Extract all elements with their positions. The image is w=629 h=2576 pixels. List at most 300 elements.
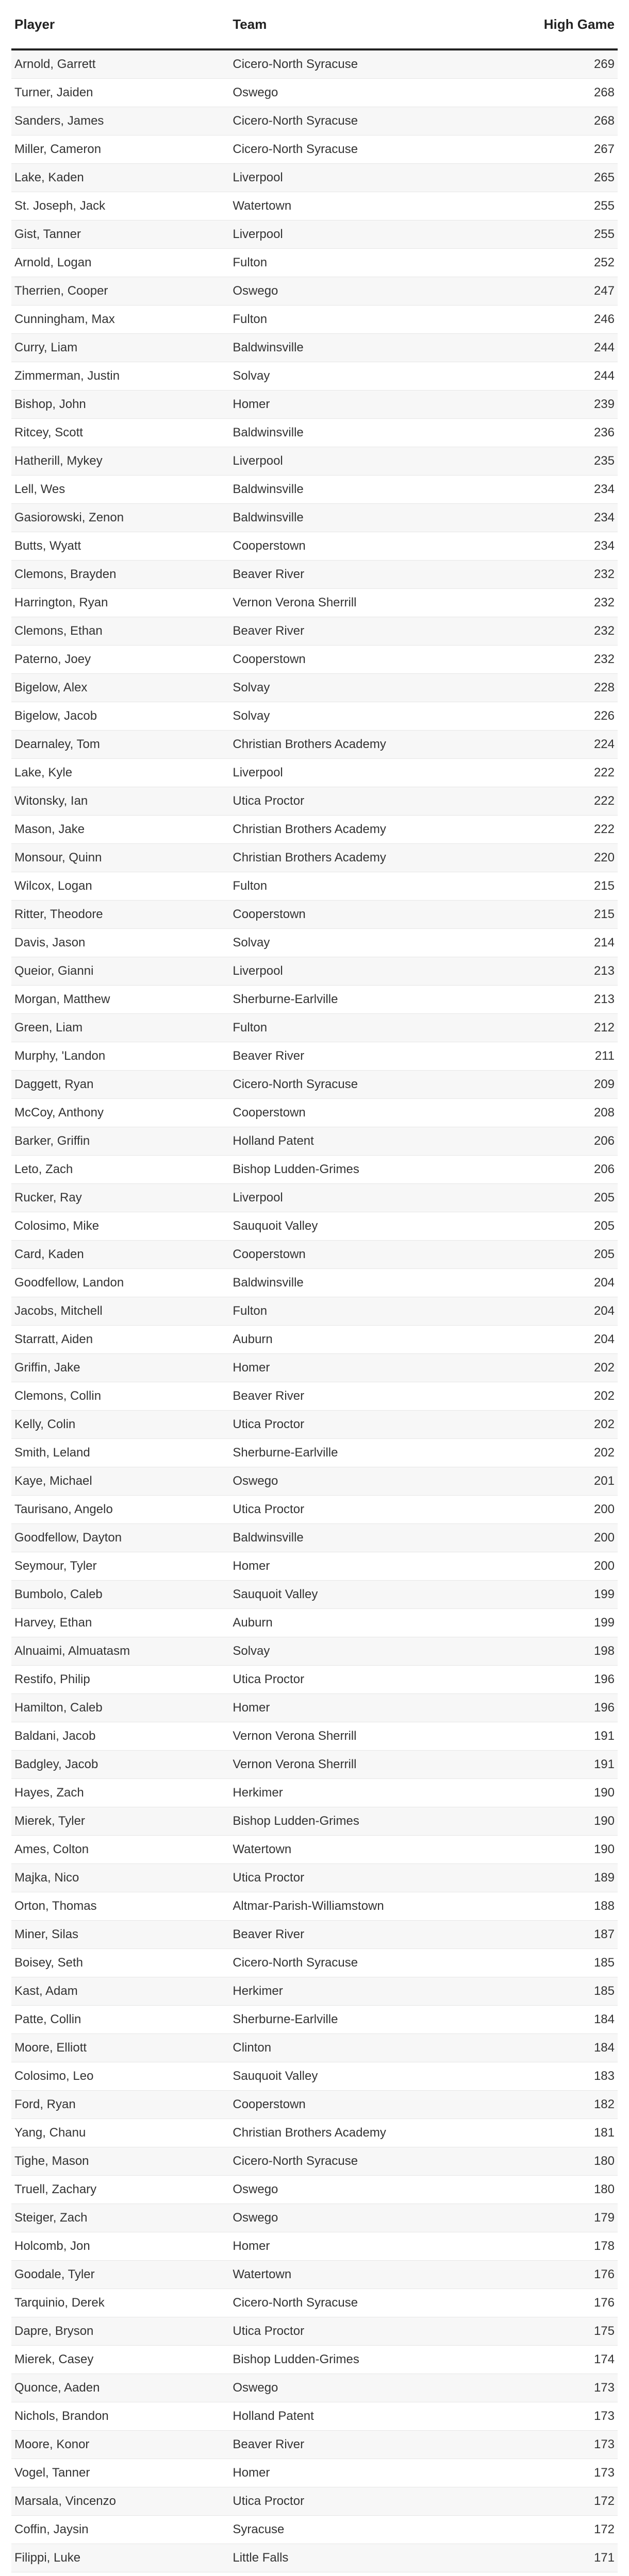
cell-team: Solvay bbox=[229, 674, 496, 702]
cell-player: Daggett, Ryan bbox=[11, 1071, 229, 1099]
cell-team: Auburn bbox=[229, 1609, 496, 1637]
cell-high-game: 220 bbox=[496, 844, 618, 872]
cell-player: Mierek, Casey bbox=[11, 2346, 229, 2374]
cell-player: Marsala, Vincenzo bbox=[11, 2487, 229, 2516]
cell-player: Goodfellow, Landon bbox=[11, 1269, 229, 1297]
cell-team: Oswego bbox=[229, 2176, 496, 2204]
cell-player: Kelly, Colin bbox=[11, 1411, 229, 1439]
cell-team: Utica Proctor bbox=[229, 2317, 496, 2346]
cell-team: Liverpool bbox=[229, 164, 496, 192]
cell-player: Rucker, Ray bbox=[11, 1184, 229, 1212]
cell-player: Vogel, Tanner bbox=[11, 2459, 229, 2487]
cell-high-game: 224 bbox=[496, 731, 618, 759]
cell-high-game: 232 bbox=[496, 617, 618, 646]
cell-team: Fulton bbox=[229, 1297, 496, 1326]
table-row bbox=[11, 107, 618, 135]
cell-high-game: 173 bbox=[496, 2374, 618, 2402]
cell-high-game: 202 bbox=[496, 1354, 618, 1382]
cell-high-game: 190 bbox=[496, 1779, 618, 1807]
cell-team: Cooperstown bbox=[229, 2091, 496, 2119]
table-row bbox=[11, 1977, 618, 2006]
cell-player: Goodfellow, Dayton bbox=[11, 1524, 229, 1552]
cell-team: Cicero-North Syracuse bbox=[229, 135, 496, 164]
cell-team: Liverpool bbox=[229, 1184, 496, 1212]
table-row bbox=[11, 2091, 618, 2119]
table-row bbox=[11, 2374, 618, 2402]
table-row bbox=[11, 277, 618, 306]
cell-high-game: 191 bbox=[496, 1751, 618, 1779]
cell-high-game: 208 bbox=[496, 1099, 618, 1127]
cell-high-game: 179 bbox=[496, 2204, 618, 2232]
cell-high-game: 172 bbox=[496, 2516, 618, 2544]
cell-player: Davis, Jason bbox=[11, 929, 229, 957]
table-row bbox=[11, 1694, 618, 1722]
cell-high-game: 215 bbox=[496, 901, 618, 929]
cell-team: Beaver River bbox=[229, 1382, 496, 1411]
table-row bbox=[11, 1212, 618, 1241]
cell-high-game: 202 bbox=[496, 1439, 618, 1467]
table-row bbox=[11, 2204, 618, 2232]
cell-high-game: 255 bbox=[496, 221, 618, 249]
cell-high-game: 183 bbox=[496, 2062, 618, 2091]
table-row bbox=[11, 1751, 618, 1779]
cell-high-game: 172 bbox=[496, 2487, 618, 2516]
cell-high-game: 200 bbox=[496, 1496, 618, 1524]
table-row bbox=[11, 334, 618, 362]
cell-team: Sauquoit Valley bbox=[229, 1212, 496, 1241]
table-row bbox=[11, 1637, 618, 1666]
cell-player: Monsour, Quinn bbox=[11, 844, 229, 872]
cell-high-game: 184 bbox=[496, 2034, 618, 2062]
table-row bbox=[11, 589, 618, 617]
cell-player: Ritcey, Scott bbox=[11, 419, 229, 447]
cell-team: Solvay bbox=[229, 702, 496, 731]
cell-high-game: 199 bbox=[496, 1581, 618, 1609]
cell-team: Christian Brothers Academy bbox=[229, 816, 496, 844]
cell-team: Cicero-North Syracuse bbox=[229, 2289, 496, 2317]
cell-player: Bumbolo, Caleb bbox=[11, 1581, 229, 1609]
header-player[interactable]: Player bbox=[11, 0, 229, 49]
table-row bbox=[11, 532, 618, 561]
table-row bbox=[11, 1892, 618, 1921]
table-row bbox=[11, 1524, 618, 1552]
cell-high-game: 189 bbox=[496, 1864, 618, 1892]
cell-team: Baldwinsville bbox=[229, 504, 496, 532]
cell-player: Miller, Cameron bbox=[11, 135, 229, 164]
cell-team: Solvay bbox=[229, 929, 496, 957]
cell-high-game: 232 bbox=[496, 646, 618, 674]
cell-team: Altmar-Parish-Williamstown bbox=[229, 1892, 496, 1921]
table-row bbox=[11, 2289, 618, 2317]
cell-team: Little Falls bbox=[229, 2544, 496, 2572]
cell-team: Solvay bbox=[229, 1637, 496, 1666]
cell-high-game: 176 bbox=[496, 2289, 618, 2317]
table-row bbox=[11, 1609, 618, 1637]
cell-player: Orton, Thomas bbox=[11, 1892, 229, 1921]
cell-player: Wilcox, Logan bbox=[11, 872, 229, 901]
cell-team: Oswego bbox=[229, 2374, 496, 2402]
table-row bbox=[11, 617, 618, 646]
cell-team: Beaver River bbox=[229, 561, 496, 589]
cell-high-game: 234 bbox=[496, 504, 618, 532]
cell-team: Christian Brothers Academy bbox=[229, 731, 496, 759]
table-row bbox=[11, 2516, 618, 2544]
table-row bbox=[11, 1127, 618, 1156]
cell-player bbox=[11, 2572, 229, 2576]
cell-player: Turner, Jaiden bbox=[11, 79, 229, 107]
cell-team: Cicero-North Syracuse bbox=[229, 107, 496, 135]
cell-high-game: 171 bbox=[496, 2544, 618, 2572]
table-row bbox=[11, 2261, 618, 2289]
cell-player: Lake, Kyle bbox=[11, 759, 229, 787]
cell-high-game: 173 bbox=[496, 2431, 618, 2459]
cell-player: Kast, Adam bbox=[11, 1977, 229, 2006]
cell-team: Fulton bbox=[229, 872, 496, 901]
cell-team: Cooperstown bbox=[229, 1241, 496, 1269]
table-row bbox=[11, 79, 618, 107]
cell-high-game: 246 bbox=[496, 306, 618, 334]
cell-player: Badgley, Jacob bbox=[11, 1751, 229, 1779]
cell-team: Utica Proctor bbox=[229, 787, 496, 816]
cell-player: Sanders, James bbox=[11, 107, 229, 135]
cell-player: Leto, Zach bbox=[11, 1156, 229, 1184]
cell-team: Herkimer bbox=[229, 1977, 496, 2006]
cell-high-game: 268 bbox=[496, 79, 618, 107]
table-row bbox=[11, 1552, 618, 1581]
cell-high-game: 255 bbox=[496, 192, 618, 221]
cell-player: Dapre, Bryson bbox=[11, 2317, 229, 2346]
cell-high-game: 205 bbox=[496, 1241, 618, 1269]
cell-high-game: 228 bbox=[496, 674, 618, 702]
cell-player: Queior, Gianni bbox=[11, 957, 229, 986]
cell-team: Sherburne-Earlville bbox=[229, 2006, 496, 2034]
cell-team: Homer bbox=[229, 1552, 496, 1581]
cell-team: Watertown bbox=[229, 2261, 496, 2289]
table-row bbox=[11, 1864, 618, 1892]
table-row bbox=[11, 2346, 618, 2374]
table-row bbox=[11, 702, 618, 731]
cell-team: Beaver River bbox=[229, 1042, 496, 1071]
cell-team: Holland Patent bbox=[229, 1127, 496, 1156]
table-row bbox=[11, 362, 618, 391]
cell-player: Coffin, Jaysin bbox=[11, 2516, 229, 2544]
table-row bbox=[11, 674, 618, 702]
cell-team: Baldwinsville bbox=[229, 476, 496, 504]
cell-team: Herkimer bbox=[229, 1779, 496, 1807]
cell-team: Baldwinsville bbox=[229, 419, 496, 447]
cell-high-game: 206 bbox=[496, 1127, 618, 1156]
cell-team: Vernon Verona Sherrill bbox=[229, 1722, 496, 1751]
cell-high-game: 181 bbox=[496, 2119, 618, 2147]
table-row bbox=[11, 816, 618, 844]
cell-player: Smith, Leland bbox=[11, 1439, 229, 1467]
cell-high-game: 222 bbox=[496, 787, 618, 816]
table-row bbox=[11, 2232, 618, 2261]
cell-high-game: 252 bbox=[496, 249, 618, 277]
cell-team: Utica Proctor bbox=[229, 1496, 496, 1524]
cell-team: Oswego bbox=[229, 79, 496, 107]
cell-high-game: 185 bbox=[496, 1977, 618, 2006]
cell-high-game: 173 bbox=[496, 2402, 618, 2431]
cell-team: Beaver River bbox=[229, 617, 496, 646]
cell-high-game: 269 bbox=[496, 49, 618, 79]
table-row bbox=[11, 1496, 618, 1524]
cell-team: Homer bbox=[229, 1694, 496, 1722]
cell-high-game: 176 bbox=[496, 2261, 618, 2289]
cell-high-game: 187 bbox=[496, 1921, 618, 1949]
cell-high-game: 267 bbox=[496, 135, 618, 164]
cell-high-game: 199 bbox=[496, 1609, 618, 1637]
cell-player: Steiger, Zach bbox=[11, 2204, 229, 2232]
table-row bbox=[11, 1382, 618, 1411]
table-row bbox=[11, 2034, 618, 2062]
table-row bbox=[11, 306, 618, 334]
cell-high-game: 214 bbox=[496, 929, 618, 957]
cell-team: Cooperstown bbox=[229, 532, 496, 561]
cell-high-game: 226 bbox=[496, 702, 618, 731]
table-row bbox=[11, 2431, 618, 2459]
cell-team: Solvay bbox=[229, 362, 496, 391]
table-row bbox=[11, 1071, 618, 1099]
cell-team: Bishop Ludden-Grimes bbox=[229, 2346, 496, 2374]
table-row bbox=[11, 957, 618, 986]
cell-player: Goodale, Tyler bbox=[11, 2261, 229, 2289]
table-row bbox=[11, 249, 618, 277]
cell-high-game: 185 bbox=[496, 1949, 618, 1977]
table-row bbox=[11, 2459, 618, 2487]
table-row bbox=[11, 135, 618, 164]
cell-high-game: 182 bbox=[496, 2091, 618, 2119]
cell-team: Sherburne-Earlville bbox=[229, 986, 496, 1014]
table-row bbox=[11, 1411, 618, 1439]
table-row bbox=[11, 1042, 618, 1071]
cell-team: Cicero-North Syracuse bbox=[229, 1071, 496, 1099]
cell-player: Ames, Colton bbox=[11, 1836, 229, 1864]
cell-player: Alnuaimi, Almuatasm bbox=[11, 1637, 229, 1666]
cell-high-game: 212 bbox=[496, 1014, 618, 1042]
cell-high-game: 215 bbox=[496, 872, 618, 901]
table-row bbox=[11, 2147, 618, 2176]
cell-player: Ritter, Theodore bbox=[11, 901, 229, 929]
cell-player: Hayes, Zach bbox=[11, 1779, 229, 1807]
cell-team: Cooperstown bbox=[229, 1099, 496, 1127]
cell-player: Curry, Liam bbox=[11, 334, 229, 362]
table-row bbox=[11, 2062, 618, 2091]
header-team[interactable]: Team bbox=[229, 0, 496, 49]
table-row bbox=[11, 1326, 618, 1354]
table-row bbox=[11, 2176, 618, 2204]
cell-high-game: 191 bbox=[496, 1722, 618, 1751]
table-row bbox=[11, 1269, 618, 1297]
cell-high-game: 232 bbox=[496, 589, 618, 617]
cell-high-game: 222 bbox=[496, 759, 618, 787]
cell-player: Lake, Kaden bbox=[11, 164, 229, 192]
cell-team: Fulton bbox=[229, 1014, 496, 1042]
cell-team: Sauquoit Valley bbox=[229, 1581, 496, 1609]
cell-team: Cooperstown bbox=[229, 901, 496, 929]
cell-high-game: 265 bbox=[496, 164, 618, 192]
table-row bbox=[11, 476, 618, 504]
table-row bbox=[11, 759, 618, 787]
cell-player: Griffin, Jake bbox=[11, 1354, 229, 1382]
table-row bbox=[11, 1467, 618, 1496]
table-header bbox=[11, 0, 618, 49]
cell-player: Boisey, Seth bbox=[11, 1949, 229, 1977]
cell-high-game: 188 bbox=[496, 1892, 618, 1921]
cell-player: Barker, Griffin bbox=[11, 1127, 229, 1156]
cell-team: Fulton bbox=[229, 249, 496, 277]
table-row bbox=[11, 2402, 618, 2431]
table-row bbox=[11, 1836, 618, 1864]
table-row bbox=[11, 1722, 618, 1751]
cell-team: Beaver River bbox=[229, 1921, 496, 1949]
cell-player: Tighe, Mason bbox=[11, 2147, 229, 2176]
table-row bbox=[11, 1014, 618, 1042]
table-row bbox=[11, 1354, 618, 1382]
table-row bbox=[11, 1241, 618, 1269]
cell-player: Morgan, Matthew bbox=[11, 986, 229, 1014]
cell-high-game: 232 bbox=[496, 561, 618, 589]
table-row bbox=[11, 1184, 618, 1212]
table-row bbox=[11, 419, 618, 447]
cell-player: Arnold, Logan bbox=[11, 249, 229, 277]
cell-high-game: 234 bbox=[496, 476, 618, 504]
table-row bbox=[11, 1581, 618, 1609]
table-row bbox=[11, 2487, 618, 2516]
header-high-game[interactable]: High Game bbox=[496, 0, 618, 49]
cell-player: Starratt, Aiden bbox=[11, 1326, 229, 1354]
cell-team: Christian Brothers Academy bbox=[229, 844, 496, 872]
cell-team: Baldwinsville bbox=[229, 1269, 496, 1297]
cell-high-game: 174 bbox=[496, 2346, 618, 2374]
cell-high-game: 235 bbox=[496, 447, 618, 476]
cell-team: Cicero-North Syracuse bbox=[229, 49, 496, 79]
cell-high-game: 184 bbox=[496, 2006, 618, 2034]
cell-player: Miner, Silas bbox=[11, 1921, 229, 1949]
cell-high-game: 234 bbox=[496, 532, 618, 561]
table-row bbox=[11, 391, 618, 419]
cell-high-game: 268 bbox=[496, 107, 618, 135]
cell-high-game: 213 bbox=[496, 957, 618, 986]
cell-player: Harrington, Ryan bbox=[11, 589, 229, 617]
cell-player: Hamilton, Caleb bbox=[11, 1694, 229, 1722]
table-row bbox=[11, 1949, 618, 1977]
cell-player: Bishop, John bbox=[11, 391, 229, 419]
cell-team: Cicero-North Syracuse bbox=[229, 2147, 496, 2176]
cell-player: Bigelow, Alex bbox=[11, 674, 229, 702]
cell-high-game: 180 bbox=[496, 2147, 618, 2176]
cell-high-game: 206 bbox=[496, 1156, 618, 1184]
cell-player: Clemons, Ethan bbox=[11, 617, 229, 646]
cell-player: Clemons, Brayden bbox=[11, 561, 229, 589]
cell-team: Homer bbox=[229, 2459, 496, 2487]
cell-player: Gist, Tanner bbox=[11, 221, 229, 249]
cell-player: Mierek, Tyler bbox=[11, 1807, 229, 1836]
cell-team: Sauquoit Valley bbox=[229, 2062, 496, 2091]
cell-team: Liverpool bbox=[229, 221, 496, 249]
cell-team: Liverpool bbox=[229, 957, 496, 986]
cell-player: Seymour, Tyler bbox=[11, 1552, 229, 1581]
cell-high-game: 236 bbox=[496, 419, 618, 447]
cell-high-game: 244 bbox=[496, 362, 618, 391]
cell-team: Christian Brothers Academy bbox=[229, 2119, 496, 2147]
cell-team: Liverpool bbox=[229, 447, 496, 476]
cell-player: Hatherill, Mykey bbox=[11, 447, 229, 476]
cell-high-game: 190 bbox=[496, 1836, 618, 1864]
cell-team: Watertown bbox=[229, 192, 496, 221]
cell-high-game: 211 bbox=[496, 1042, 618, 1071]
cell-team: Vernon Verona Sherrill bbox=[229, 1751, 496, 1779]
cell-player: Colosimo, Mike bbox=[11, 1212, 229, 1241]
cell-player: Ford, Ryan bbox=[11, 2091, 229, 2119]
cell-team: Liverpool bbox=[229, 759, 496, 787]
cell-player: Patte, Collin bbox=[11, 2006, 229, 2034]
cell-player: Green, Liam bbox=[11, 1014, 229, 1042]
cell-high-game: 173 bbox=[496, 2459, 618, 2487]
cell-player: Restifo, Philip bbox=[11, 1666, 229, 1694]
table-row bbox=[11, 2572, 618, 2576]
cell-player: Tarquinio, Derek bbox=[11, 2289, 229, 2317]
table-row bbox=[11, 929, 618, 957]
cell-team: Baldwinsville bbox=[229, 1524, 496, 1552]
table-row bbox=[11, 901, 618, 929]
cell-player: Gasiorowski, Zenon bbox=[11, 504, 229, 532]
table-row bbox=[11, 787, 618, 816]
table-row bbox=[11, 504, 618, 532]
table-row bbox=[11, 1807, 618, 1836]
table-row bbox=[11, 844, 618, 872]
cell-player: Arnold, Garrett bbox=[11, 49, 229, 79]
cell-team: Syracuse bbox=[229, 2516, 496, 2544]
cell-high-game: 204 bbox=[496, 1297, 618, 1326]
table-row bbox=[11, 561, 618, 589]
cell-high-game: 205 bbox=[496, 1212, 618, 1241]
cell-high-game: 205 bbox=[496, 1184, 618, 1212]
cell-player: Dearnaley, Tom bbox=[11, 731, 229, 759]
cell-high-game: 196 bbox=[496, 1666, 618, 1694]
table-row bbox=[11, 1921, 618, 1949]
table-row bbox=[11, 1779, 618, 1807]
table-row bbox=[11, 2544, 618, 2572]
cell-team: Fulton bbox=[229, 306, 496, 334]
cell-team: Baldwinsville bbox=[229, 334, 496, 362]
high-game-table bbox=[11, 0, 618, 2576]
cell-high-game: 200 bbox=[496, 1524, 618, 1552]
table-row bbox=[11, 49, 618, 79]
cell-player: McCoy, Anthony bbox=[11, 1099, 229, 1127]
cell-high-game: 190 bbox=[496, 1807, 618, 1836]
cell-high-game: 204 bbox=[496, 1269, 618, 1297]
cell-team: Homer bbox=[229, 2232, 496, 2261]
cell-high-game: 201 bbox=[496, 1467, 618, 1496]
cell-high-game: 180 bbox=[496, 2176, 618, 2204]
table-row bbox=[11, 1156, 618, 1184]
cell-high-game: 204 bbox=[496, 1326, 618, 1354]
table-row bbox=[11, 2006, 618, 2034]
cell-player: St. Joseph, Jack bbox=[11, 192, 229, 221]
cell-team: Clinton bbox=[229, 2034, 496, 2062]
cell-player: Filippi, Luke bbox=[11, 2544, 229, 2572]
cell-high-game: 209 bbox=[496, 1071, 618, 1099]
cell-team: Utica Proctor bbox=[229, 1864, 496, 1892]
cell-high-game: 222 bbox=[496, 816, 618, 844]
cell-team: Holland Patent bbox=[229, 2402, 496, 2431]
cell-player: Clemons, Collin bbox=[11, 1382, 229, 1411]
cell-player: Moore, Konor bbox=[11, 2431, 229, 2459]
cell-high-game: 202 bbox=[496, 1382, 618, 1411]
cell-team: Oswego bbox=[229, 2204, 496, 2232]
cell-team bbox=[229, 2572, 496, 2576]
